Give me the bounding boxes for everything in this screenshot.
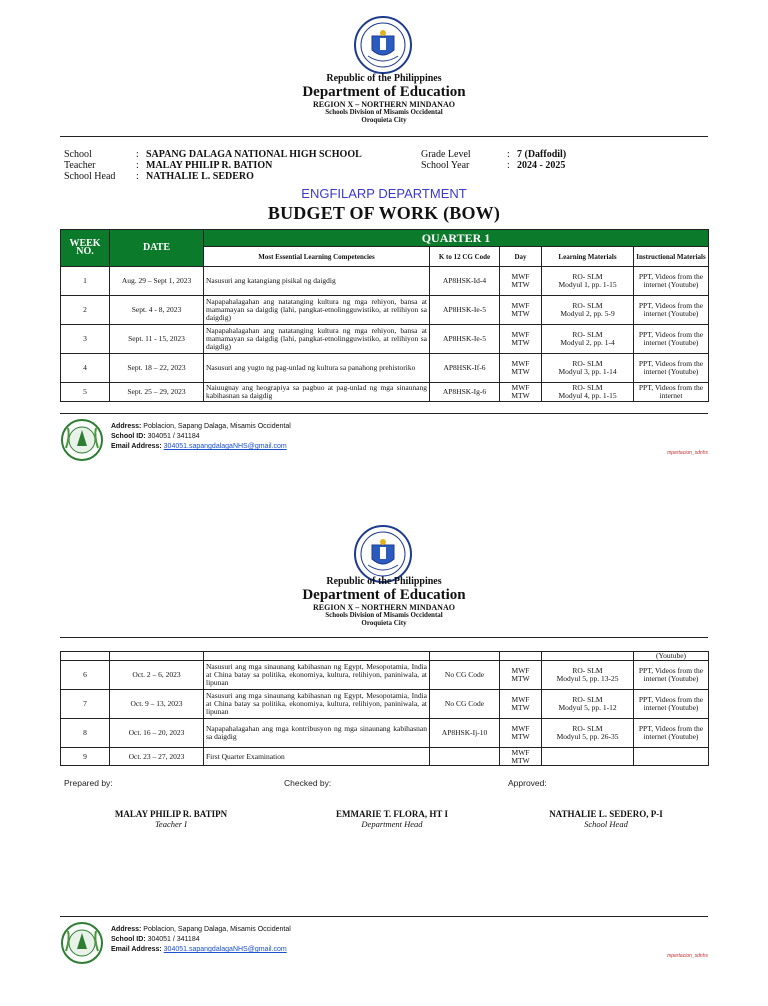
address-value: Poblacion, Sapang Dalaga, Misamis Occidental <box>143 423 291 430</box>
day-cell-day1: MWF <box>511 330 530 339</box>
document-page-1 <box>0 0 768 500</box>
signature-prepared <box>64 778 113 788</box>
footer-address-block <box>111 422 291 452</box>
table-row <box>61 296 709 325</box>
day-cell-day1: MWF <box>511 301 530 310</box>
approved-signatory <box>531 809 681 829</box>
week-cell <box>61 383 110 402</box>
week-cell <box>61 267 110 296</box>
school-head-label: School Head <box>64 171 116 182</box>
materials-cell-mat1: RO- SLM <box>572 330 603 339</box>
department-text: Department of Education <box>302 587 466 603</box>
day-cell <box>500 296 542 325</box>
materials-cell-mat2: Modyul 3, pp. 1-14 <box>558 367 617 376</box>
melc-cell <box>204 383 430 402</box>
week-cell-week: 5 <box>83 387 87 396</box>
code-cell <box>430 354 500 383</box>
materials-cell <box>542 661 634 690</box>
materials-cell <box>542 690 634 719</box>
date-cell <box>110 383 204 402</box>
day-cell-day1: MWF <box>511 724 530 733</box>
instructional-cell-im: PPT, Videos from the internet (Youtube) <box>638 724 704 741</box>
email-link[interactable]: 304051.sapangdalagaNHS@gmail.com <box>163 946 287 953</box>
materials-cell <box>542 325 634 354</box>
materials-cell-mat2: Modyul 4, pp. 1-15 <box>558 391 617 400</box>
address-label: Address: <box>111 926 142 933</box>
materials-cell-mat1: RO- SLM <box>572 301 603 310</box>
checked-signatory <box>317 809 467 829</box>
melc-cell <box>204 267 430 296</box>
day-cell <box>500 354 542 383</box>
footer-address-block <box>111 925 291 955</box>
instructional-cell-im: PPT, Videos from the internet (Youtube) <box>638 695 704 712</box>
city-text: Oroquieta City <box>361 618 407 627</box>
republic-text: Republic of the Philippines <box>326 576 442 587</box>
week-cell <box>61 296 110 325</box>
grade-label: Grade Level <box>421 149 471 160</box>
day-cell <box>500 267 542 296</box>
instructional-cell-im: PPT, Videos from the internet (Youtube) <box>638 272 704 289</box>
code-cell <box>430 325 500 354</box>
date-cell-date: Sept. 25 – 29, 2023 <box>127 387 186 396</box>
materials-cell-mat2: Modyul 2, pp. 1-4 <box>560 338 615 347</box>
date-cell-date: Sept. 11 - 15, 2023 <box>128 334 185 343</box>
materials-cell <box>542 296 634 325</box>
melc-cell-melc: Nasusuri ang yugto ng pag-unlad ng kultura sa panahong prehistoriko <box>206 363 416 372</box>
approved-label: Approved: <box>508 778 547 788</box>
colon: : <box>507 149 510 160</box>
footer-tag: mpertacion_sdnhs <box>667 450 708 456</box>
colon: : <box>136 160 139 171</box>
date-cell-date: Oct. 16 – 20, 2023 <box>128 728 185 737</box>
table-row <box>61 383 709 402</box>
code-cell <box>430 661 500 690</box>
melc-cell-melc: Napapahalagahan ang natatanging kultura ng mga rehiyon, bansa at mamamayan sa daigdig (lahi, pangkat-etnolingguwistiko, at relihiyon sa daigdig) <box>206 297 427 322</box>
colon: : <box>136 171 139 182</box>
checked-label: Checked by: <box>284 778 332 788</box>
melc-cell <box>204 661 430 690</box>
email-label: Email Address: <box>111 443 162 450</box>
day-cell-day2: MTW <box>511 367 530 376</box>
materials-cell <box>542 383 634 402</box>
instructional-cell <box>634 719 709 748</box>
instructional-cell-im: PPT, Videos from the internet (Youtube) <box>638 330 704 347</box>
code-header: K to 12 CG Code <box>430 247 500 267</box>
code-cell-code: AP8HSK-Id-4 <box>442 276 487 285</box>
date-cell-date: Oct. 23 – 27, 2023 <box>128 751 185 761</box>
school-head-value: NATHALIE L. SEDERO <box>146 171 254 182</box>
melc-cell-melc: Napapahalagahan ang mga kontribusyon ng mga sinaunang kabihasnan sa daigdig <box>206 724 427 741</box>
date-cell <box>110 748 204 766</box>
day-cell-day1: MWF <box>511 695 530 704</box>
date-cell <box>110 325 204 354</box>
materials-cell <box>542 719 634 748</box>
instructional-cell <box>634 325 709 354</box>
materials-cell-mat1: RO- SLM <box>572 359 603 368</box>
date-cell <box>110 719 204 748</box>
document-page-2 <box>0 503 768 1006</box>
day-cell <box>500 383 542 402</box>
checked-name: EMMARIE T. FLORA, HT I <box>335 809 448 819</box>
deped-seal-icon <box>354 16 412 74</box>
deped-seal-icon <box>354 525 412 583</box>
school-value: SAPANG DALAGA NATIONAL HIGH SCHOOL <box>146 149 362 160</box>
day-cell-day2: MTW <box>511 732 530 741</box>
bow-table-quarter1 <box>60 229 709 402</box>
week-cell <box>61 354 110 383</box>
week-cell <box>61 748 110 766</box>
table-row <box>61 661 709 690</box>
melc-cell <box>204 325 430 354</box>
table-cell <box>110 652 204 661</box>
date-cell-date: Oct. 2 – 6, 2023 <box>132 670 181 679</box>
day-cell <box>500 325 542 354</box>
day-cell-day2: MTW <box>511 338 530 347</box>
checked-position: Department Head <box>361 819 423 829</box>
header-divider <box>60 637 708 638</box>
day-cell-day1: MWF <box>511 666 530 675</box>
table-row <box>61 748 709 766</box>
materials-cell-mat2: Modyul 5, pp. 13-25 <box>556 674 619 683</box>
materials-cell <box>542 748 634 766</box>
melc-cell <box>204 719 430 748</box>
address-value: Poblacion, Sapang Dalaga, Misamis Occidental <box>143 926 291 933</box>
city-text: Oroquieta City <box>361 115 407 124</box>
week-cell-week: 6 <box>83 670 87 679</box>
date-cell-date: Oct. 9 – 13, 2023 <box>130 699 183 708</box>
materials-cell-mat2: Modyul 5, pp. 1-12 <box>558 703 617 712</box>
document-title: BUDGET OF WORK (BOW) <box>267 203 501 223</box>
week-cell <box>61 325 110 354</box>
letterhead <box>0 576 768 628</box>
melc-cell-melc: Nasusuri ang katangiang pisikal ng daigdig <box>206 276 336 285</box>
materials-cell-mat1: RO- SLM <box>572 272 603 281</box>
school-id-value: 304051 / 341184 <box>147 433 200 440</box>
table-row <box>61 354 709 383</box>
table-cell <box>430 652 500 661</box>
materials-cell-mat2: Modyul 2, pp. 5-9 <box>560 309 615 318</box>
melc-cell-melc: First Quarter Examination <box>206 751 285 761</box>
department-name: ENGFILARP DEPARTMENT <box>301 186 467 201</box>
table-row <box>61 690 709 719</box>
prepared-signatory <box>96 809 246 829</box>
school-logo-icon <box>60 921 104 965</box>
code-cell <box>430 748 500 766</box>
prepared-label: Prepared by: <box>64 778 113 788</box>
instructional-cell <box>634 267 709 296</box>
date-header: DATE <box>110 230 204 267</box>
instructional-cell <box>634 690 709 719</box>
signature-checked <box>284 778 331 788</box>
day-cell-day2: MTW <box>511 280 530 289</box>
materials-cell-mat1: RO- SLM <box>572 695 603 704</box>
date-cell <box>110 690 204 719</box>
code-cell-code: AP8HSK-Ie-5 <box>443 334 486 343</box>
day-cell <box>500 748 542 766</box>
date-cell <box>110 267 204 296</box>
code-cell <box>430 267 500 296</box>
division-text: Schools Division of Misamis Occidental <box>325 108 443 117</box>
day-cell-day2: MTW <box>511 391 530 400</box>
instructional-cell-im: PPT, Videos from the internet <box>638 383 704 400</box>
department-text: Department of Education <box>302 84 466 100</box>
week-cell <box>61 690 110 719</box>
code-cell-code: AP8HSK-Ie-5 <box>443 305 486 314</box>
footer-divider <box>60 916 708 917</box>
week-cell-week: 2 <box>83 305 87 314</box>
table-cell <box>204 652 430 661</box>
colon: : <box>136 149 139 160</box>
melc-cell <box>204 354 430 383</box>
week-cell-week: 7 <box>83 699 87 708</box>
date-cell <box>110 296 204 325</box>
instructional-cell <box>634 383 709 402</box>
day-cell <box>500 719 542 748</box>
header-divider <box>60 136 708 137</box>
instructional-cell <box>634 354 709 383</box>
quarter-header: QUARTER 1 <box>204 230 709 247</box>
melc-cell-melc: Nasusuri ang mga sinaunang kabihasnan ng Egypt, Mesopotamia, India at China batay sa politika, ekonomiya, kultura, relihiyon, paniniwala, at lipunan <box>206 691 427 716</box>
table-cell <box>61 652 110 661</box>
melc-cell-melc: Naiuugnay ang heograpiya sa pagbuo at pag-unlad ng mga sinaunang kabihasnan sa daigdig <box>206 383 427 400</box>
date-cell <box>110 354 204 383</box>
melc-cell <box>204 296 430 325</box>
materials-cell <box>542 267 634 296</box>
bow-table-quarter1-continued <box>60 651 709 766</box>
day-cell-day1: MWF <box>511 359 530 368</box>
code-cell <box>430 296 500 325</box>
code-cell-code: AP8HSK-Ig-6 <box>442 387 487 396</box>
week-cell <box>61 661 110 690</box>
continued-cell: (Youtube) <box>634 652 709 661</box>
table-cell <box>500 652 542 661</box>
day-cell-day2: MTW <box>511 755 530 765</box>
footer-divider <box>60 413 708 414</box>
week-cell-week: 9 <box>83 751 87 761</box>
code-cell-code: No CG Code <box>444 670 485 679</box>
table-row <box>61 719 709 748</box>
republic-text: Republic of the Philippines <box>326 73 442 84</box>
instructional-cell-im: PPT, Videos from the internet (Youtube) <box>638 359 704 376</box>
materials-cell-mat2: Modyul 1, pp. 1-15 <box>558 280 617 289</box>
day-cell-day1: MWF <box>511 747 530 757</box>
prepared-position: Teacher I <box>154 819 188 829</box>
prepared-name: MALAY PHILIP R. BATIPN <box>114 809 228 819</box>
instructional-cell <box>634 661 709 690</box>
school-id-label: School ID: <box>111 433 146 440</box>
school-label: School <box>64 149 92 160</box>
day-cell-day2: MTW <box>511 674 530 683</box>
melc-cell <box>204 690 430 719</box>
week-cell-week: 1 <box>83 276 87 285</box>
address-label: Address: <box>111 423 142 430</box>
instructional-cell <box>634 296 709 325</box>
approved-name: NATHALIE L. SEDERO, P-I <box>549 809 663 819</box>
materials-cell-mat2: Modyul 5, pp. 26-35 <box>556 732 619 741</box>
week-cell <box>61 719 110 748</box>
day-header: Day <box>500 247 542 267</box>
day-cell <box>500 661 542 690</box>
code-cell <box>430 383 500 402</box>
email-link[interactable]: 304051.sapangdalagaNHS@gmail.com <box>163 443 287 450</box>
colon: : <box>507 160 510 171</box>
materials-cell-mat1: RO- SLM <box>572 724 603 733</box>
instructional-header: Instructional Materials <box>634 247 709 267</box>
table-row <box>61 325 709 354</box>
melc-header: Most Essential Learning Competencies <box>204 247 430 267</box>
day-cell <box>500 690 542 719</box>
week-no-header: WEEK NO. <box>61 230 110 267</box>
code-cell-code: No CG Code <box>444 699 485 708</box>
grade-value: 7 (Daffodil) <box>517 149 567 160</box>
region-text: REGION X – NORTHERN MINDANAO <box>313 99 455 109</box>
year-label: School Year <box>421 160 470 171</box>
week-cell-week: 3 <box>83 334 87 343</box>
teacher-value: MALAY PHILIP R. BATION <box>146 160 273 171</box>
code-cell-code: AP8HSK-Ij-10 <box>441 728 488 737</box>
date-cell-date: Sept. 18 – 22, 2023 <box>127 363 186 372</box>
melc-cell <box>204 748 430 766</box>
region-text: REGION X – NORTHERN MINDANAO <box>313 602 455 612</box>
school-info-right <box>421 149 566 171</box>
footer-tag: mpertacion_sdnhs <box>667 953 708 959</box>
instructional-cell <box>634 748 709 766</box>
code-cell <box>430 719 500 748</box>
day-cell-day2: MTW <box>511 309 530 318</box>
day-cell-day1: MWF <box>511 272 530 281</box>
signature-approved <box>508 778 547 788</box>
day-cell-day2: MTW <box>511 703 530 712</box>
materials-cell-mat1: RO- SLM <box>572 666 603 675</box>
code-cell <box>430 690 500 719</box>
materials-cell-mat1: RO- SLM <box>572 383 603 392</box>
day-cell-day1: MWF <box>511 383 530 392</box>
instructional-cell-im: PPT, Videos from the internet (Youtube) <box>638 301 704 318</box>
date-cell-date: Aug. 29 – Sept 1, 2023 <box>121 276 192 285</box>
school-logo-icon <box>60 418 104 462</box>
email-label: Email Address: <box>111 946 162 953</box>
instructional-cell-im: PPT, Videos from the internet (Youtube) <box>638 666 704 683</box>
division-text: Schools Division of Misamis Occidental <box>325 611 443 620</box>
date-cell-date: Sept. 4 - 8, 2023 <box>131 305 182 314</box>
school-id-label: School ID: <box>111 936 146 943</box>
melc-cell-melc: Napapahalagahan ang natatanging kultura ng mga rehiyon, bansa at mamamayan sa daigdig (lahi, pangkat-etnolingguwistiko, at relihiyon sa daigdig) <box>206 326 427 351</box>
week-cell-week: 4 <box>83 363 87 372</box>
year-value: 2024 - 2025 <box>517 160 566 171</box>
code-cell-code: AP8HSK-If-6 <box>443 363 486 372</box>
school-id-value: 304051 / 341184 <box>147 936 200 943</box>
school-info-left <box>64 149 362 182</box>
week-cell-week: 8 <box>83 728 87 737</box>
teacher-label: Teacher <box>64 160 96 171</box>
letterhead <box>0 73 768 125</box>
table-row <box>61 267 709 296</box>
materials-header: Learning Materials <box>542 247 634 267</box>
approved-position: School Head <box>584 819 628 829</box>
materials-cell <box>542 354 634 383</box>
melc-cell-melc: Nasusuri ang mga sinaunang kabihasnan ng Egypt, Mesopotamia, India at China batay sa politika, ekonomiya, kultura, relihiyon, paniniwala, at lipunan <box>206 662 427 687</box>
table-cell <box>542 652 634 661</box>
date-cell <box>110 661 204 690</box>
